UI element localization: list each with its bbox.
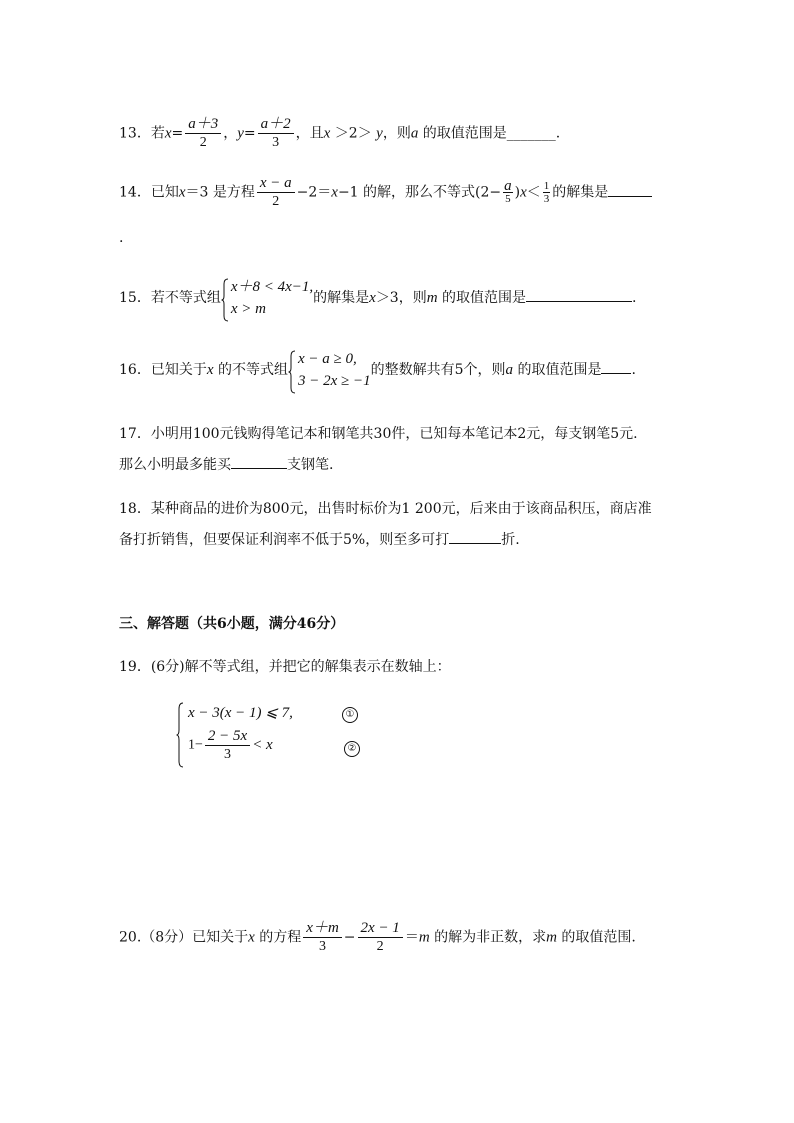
question-16 (119, 348, 636, 392)
denominator: 3 (224, 747, 232, 762)
question-text: 备打折销售，但要保证利润率不低于5%，则至多可打 (119, 532, 450, 548)
denominator: 2 (376, 939, 384, 954)
circle-label: ② (344, 741, 360, 757)
numerator: x − a (257, 175, 295, 193)
fraction-2-minus-5x-over-3 (205, 728, 250, 763)
question-text: 若不等式组 (150, 290, 221, 306)
variable-a: a (410, 125, 419, 142)
answer-blank (231, 454, 287, 469)
circled-two (344, 739, 360, 757)
question-20 (119, 920, 636, 955)
question-text: 18．某种商品的进价为800元，出售时标价为1 200元，后来由于该商品积压，商店准 (119, 501, 652, 517)
variable-x: x (164, 125, 172, 142)
fraction-a-plus-3-over-2 (185, 116, 221, 151)
question-text: 已知 (150, 184, 179, 201)
question-text: 的取值范围. (556, 929, 636, 946)
fraction-1-over-3 (543, 180, 551, 205)
inequality: ＜ (526, 184, 541, 201)
question-17 (119, 424, 638, 444)
variable-m: m (546, 929, 557, 946)
question-text: 的解为非正数，求 (429, 929, 547, 946)
numerator: a＋2 (258, 116, 294, 134)
circled-one (342, 705, 358, 723)
question-text: 折. (501, 532, 520, 548)
question-15 (119, 276, 636, 320)
inequality-row-2 (188, 728, 273, 763)
denominator: 3 (543, 193, 550, 205)
separator: ， (223, 125, 238, 142)
question-text: 20.（8分）已知关于 (119, 929, 249, 946)
question-text: 的解集是 (313, 290, 370, 306)
inequality-row-2: 3 − 2x ≥ −1 (297, 373, 371, 389)
question-number: 16． (119, 362, 151, 378)
numerator: 1 (543, 180, 550, 192)
inequality: ＞2＞ (330, 125, 377, 142)
period: . (631, 362, 636, 378)
period: . (119, 230, 124, 246)
fraction-a-over-5 (503, 180, 513, 205)
question-text: 若 (150, 125, 165, 142)
question-18 (119, 499, 652, 519)
section-heading: 三、解答题（共6小题，满分46分） (119, 616, 345, 632)
question-text: 17．小明用100元钱购得笔记本和钢笔共30件，已知每本笔记本2元，每支钢笔5元. (119, 426, 638, 442)
question-text: 的方程 (254, 929, 302, 946)
variable-x: x (206, 362, 214, 378)
numerator: x＋m (303, 920, 342, 938)
numerator: 2 − 5x (205, 728, 250, 746)
question-text: 已知关于 (150, 362, 207, 378)
question-text: −1 的解，那么不等式(2− (337, 184, 502, 201)
question-text: ，则 (382, 125, 411, 142)
term: < x (252, 737, 273, 753)
question-number: 13． (119, 125, 151, 142)
question-text: 19．(6分)解不等式组，并把它的解集表示在数轴上： (119, 659, 451, 675)
variable-x: x (331, 184, 338, 201)
variable-x: x (369, 290, 376, 306)
question-14-continuation (119, 228, 123, 248)
question-text: 那么小明最多能买 (119, 457, 231, 473)
variable-x: x (323, 125, 331, 142)
inequality-row-1: x − a ≥ 0, (297, 351, 357, 367)
inequality-system (221, 276, 313, 320)
question-text: 的取值范围是 (513, 362, 602, 378)
inequality-row-2: x > m (230, 301, 266, 317)
answer-blank (608, 182, 652, 197)
answer-blank (601, 359, 631, 374)
question-number: 15． (119, 290, 151, 306)
circle-label: ① (342, 707, 358, 723)
variable-a: a (505, 362, 514, 378)
denominator: 2 (272, 194, 280, 209)
fraction-2x-minus-1-over-2 (358, 920, 403, 955)
variable-x: x (178, 184, 186, 201)
equals-sign: ＝ (404, 929, 419, 946)
answer-blank (526, 287, 632, 302)
left-brace-icon (176, 702, 184, 768)
question-text: 的不等式组 (213, 362, 288, 378)
minus-sign: − (343, 929, 356, 946)
variable-x: x (248, 929, 255, 946)
question-18-line-2 (119, 529, 520, 550)
question-text: ，且 (295, 125, 324, 142)
variable-x: x (520, 184, 527, 201)
question-text: 的取值范围是 (437, 290, 527, 306)
variable-m: m (426, 290, 438, 306)
inequality-row-1: x − 3(x − 1) ⩽ 7, (188, 705, 293, 721)
term: 1− (188, 737, 203, 753)
question-text: ＞3，则 (375, 290, 427, 306)
equals-sign: = (243, 125, 256, 142)
denominator: 3 (319, 939, 327, 954)
question-text: 的解集是 (552, 184, 609, 201)
question-17-line-2 (119, 454, 333, 475)
question-19-system (176, 702, 406, 770)
period: . (632, 290, 637, 306)
variable-m: m (418, 929, 430, 946)
answer-blank (449, 529, 501, 544)
left-brace-icon (288, 350, 296, 394)
question-text: 的取值范围是 (418, 125, 507, 142)
numerator: a＋3 (185, 116, 221, 134)
fraction-x-plus-m-over-3 (303, 920, 342, 955)
equals-sign: = (171, 125, 184, 142)
numerator: a (504, 178, 512, 194)
question-number: 14． (119, 184, 151, 201)
question-text: 支钢笔. (287, 457, 334, 473)
denominator: 2 (199, 135, 207, 150)
variable-y: y (237, 125, 244, 142)
question-text: ＝3 是方程 (185, 184, 255, 201)
answer-blank: _______. (506, 125, 561, 142)
numerator: 2x − 1 (358, 920, 403, 938)
question-text: 的整数解共有5个，则 (370, 362, 506, 378)
fraction-x-minus-a-over-2 (257, 175, 295, 210)
question-19 (119, 657, 451, 677)
inequality-row-1: x＋8 < 4x−1, (230, 279, 314, 295)
denominator: 3 (272, 135, 280, 150)
variable-y: y (376, 125, 383, 142)
question-text: −2＝ (296, 184, 332, 201)
left-brace-icon (221, 278, 229, 322)
question-text: ) (514, 184, 521, 201)
inequality-system (288, 348, 371, 392)
question-13 (119, 116, 560, 151)
fraction-a-plus-2-over-3 (258, 116, 294, 151)
question-14 (119, 175, 652, 210)
denominator: 5 (505, 193, 511, 205)
